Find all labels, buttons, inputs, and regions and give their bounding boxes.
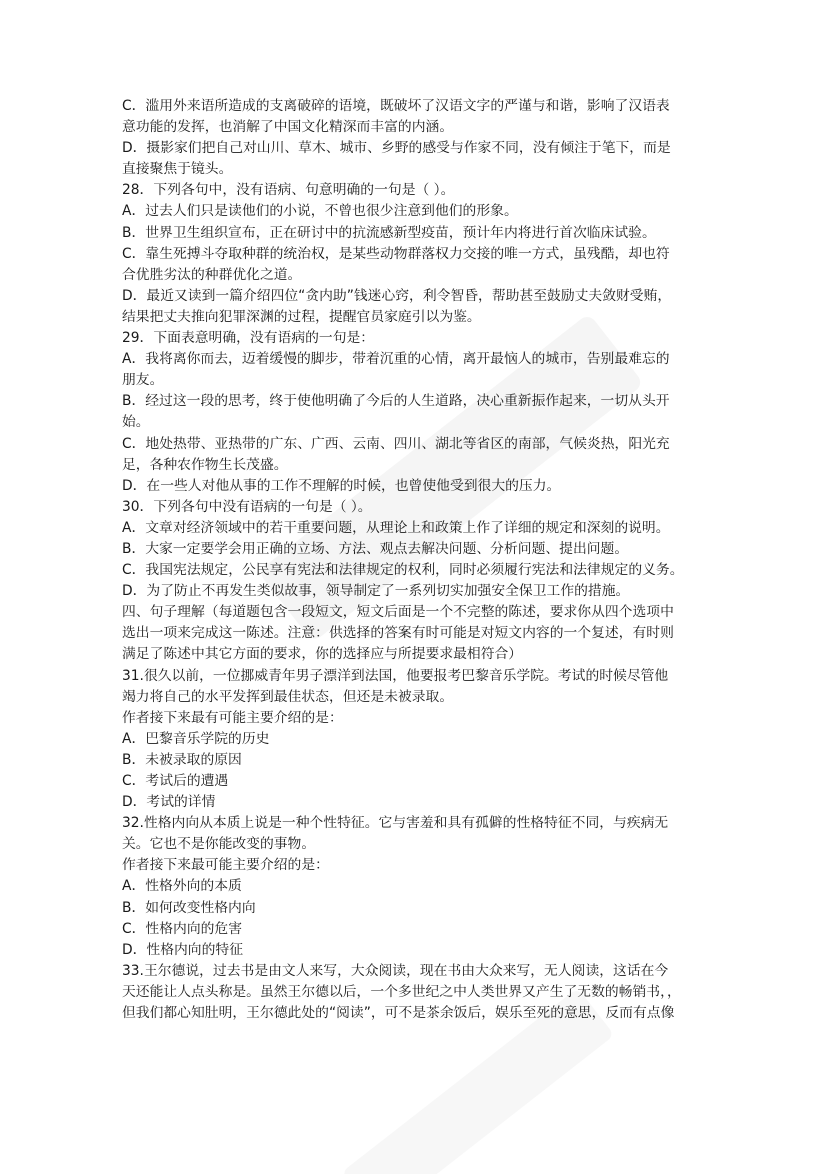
text-line: 意功能的发挥，也消解了中国文化精深而丰富的内涵。 <box>122 119 454 136</box>
text-line: 但我们都心知肚明，王尔德此处的“阅读”，可不是茶余饭后，娱乐至死的意思，反而有点像 <box>122 1005 675 1022</box>
text-line: 天还能让人点头称是。虽然王尔德以后，一个多世纪之中人类世界又产生了无数的畅销书，， <box>122 983 681 1000</box>
text-line: B．大家一定要学会用正确的立场、方法、观点去解决问题、分析问题、提出问题。 <box>122 540 629 557</box>
text-line: 四、句子理解（每道题包含一段短文，短文后面是一个不完整的陈述，要求你从四个选项中 <box>122 604 674 621</box>
text-line: D．在一些人对他从事的工作不理解的时候，也曾使他受到很大的压力。 <box>122 477 561 494</box>
text-line: 满足了陈述中其它方面的要求，你的选择应与所提要求最相符合） <box>122 646 523 663</box>
text-line: D．最近又读到一篇介绍四位“贪内助”钱迷心窍，利令智昏，帮助甚至鼓励丈夫敛财受贿， <box>122 287 672 304</box>
text-line: 31.很久以前，一位挪威青年男子漂洋到法国，他要报考巴黎音乐学院。考试的时候尽管他 <box>122 667 669 684</box>
text-line: A．性格外向的本质 <box>122 878 242 895</box>
text-line: 28．下列各句中，没有语病、句意明确的一句是（ ）。 <box>122 182 455 199</box>
text-line: B．未被录取的原因 <box>122 751 242 768</box>
text-line: 33.王尔德说，过去书是由文人来写，大众阅读，现在书由大众来写，无人阅读，这话在今 <box>122 962 669 979</box>
text-line: C．滥用外来语所造成的支离破碎的语境，既破坏了汉语文字的严谨与和谐，影响了汉语表 <box>122 98 670 114</box>
text-line: 作者接下来最可能主要介绍的是： <box>122 857 329 874</box>
text-line: D．摄影家们把自己对山川、草木、城市、乡野的感受与作家不同，没有倾注于笔下，而是 <box>122 140 671 157</box>
text-line: 29．下面表意明确，没有语病的一句是： <box>122 330 375 347</box>
text-line: C．考试后的遭遇 <box>122 773 229 789</box>
text-line: 始。 <box>122 414 150 431</box>
text-line: 30．下列各句中没有语病的一句是（ ）。 <box>122 498 372 515</box>
text-line: 32.性格内向从本质上说是一种个性特征。它与害羞和具有孤僻的性格特征不同，与疾病无 <box>122 815 669 832</box>
text-line: C．我国宪法规定，公民享有宪法和法律规定的权利，同时必须履行宪法和法律规定的义务。 <box>122 562 684 579</box>
text-line: 合优胜劣汰的种群优化之道。 <box>122 266 302 283</box>
text-line: 朋友。 <box>122 372 164 389</box>
text-line: 直接聚焦于镜头。 <box>122 161 233 178</box>
text-line: B．世界卫生组织宣布，正在研讨中的抗流感新型疫苗，预计年内将进行首次临床试验。 <box>122 224 656 241</box>
text-line: 关。它也不是你能改变的事物。 <box>122 836 316 853</box>
document-body <box>122 96 710 1024</box>
text-line: C．地处热带、亚热带的广东、广西、云南、四川、湖北等省区的南部，气候炎热，阳光充 <box>122 435 670 452</box>
text-line: A．巴黎音乐学院的历史 <box>122 730 270 747</box>
text-line: D．考试的详情 <box>122 794 216 811</box>
text-line: 选出一项来完成这一陈述。注意：供选择的答案有时可能是对短文内容的一个复述，有时则 <box>122 625 674 642</box>
text-line: B．经过这一段的思考，终于使他明确了今后的人生道路，决心重新振作起来，一切从头开 <box>122 393 670 410</box>
text-line: D．为了防止不再发生类似故事，领导制定了一系列切实加强安全保卫工作的措施。 <box>122 583 630 600</box>
text-line: A．我将离你而去，迈着缓慢的脚步，带着沉重的心情，离开最恼人的城市，告别最难忘的 <box>122 351 670 368</box>
text-line: 竭力将自己的水平发挥到最佳状态，但还是未被录取。 <box>122 688 454 705</box>
text-line: B．如何改变性格内向 <box>122 899 256 916</box>
text-line: C．靠生死搏斗夺取种群的统治权，是某些动物群落权力交接的唯一方式，虽残酷，却也符 <box>122 245 670 262</box>
text-line: D．性格内向的特征 <box>122 941 243 958</box>
text-line: 结果把丈夫推向犯罪深渊的过程，提醒官员家庭引以为鉴。 <box>122 308 481 325</box>
text-line: A．文章对经济领域中的若干重要问题，从理论上和政策上作了详细的规定和深刻的说明。 <box>122 519 670 536</box>
text-line: 作者接下来最有可能主要介绍的是： <box>122 709 343 726</box>
text-line: 足，各种农作物生长茂盛。 <box>122 456 288 473</box>
text-line: A．过去人们只是读他们的小说，不曾也很少注意到他们的形象。 <box>122 203 518 220</box>
text-line: C．性格内向的危害 <box>122 920 243 937</box>
